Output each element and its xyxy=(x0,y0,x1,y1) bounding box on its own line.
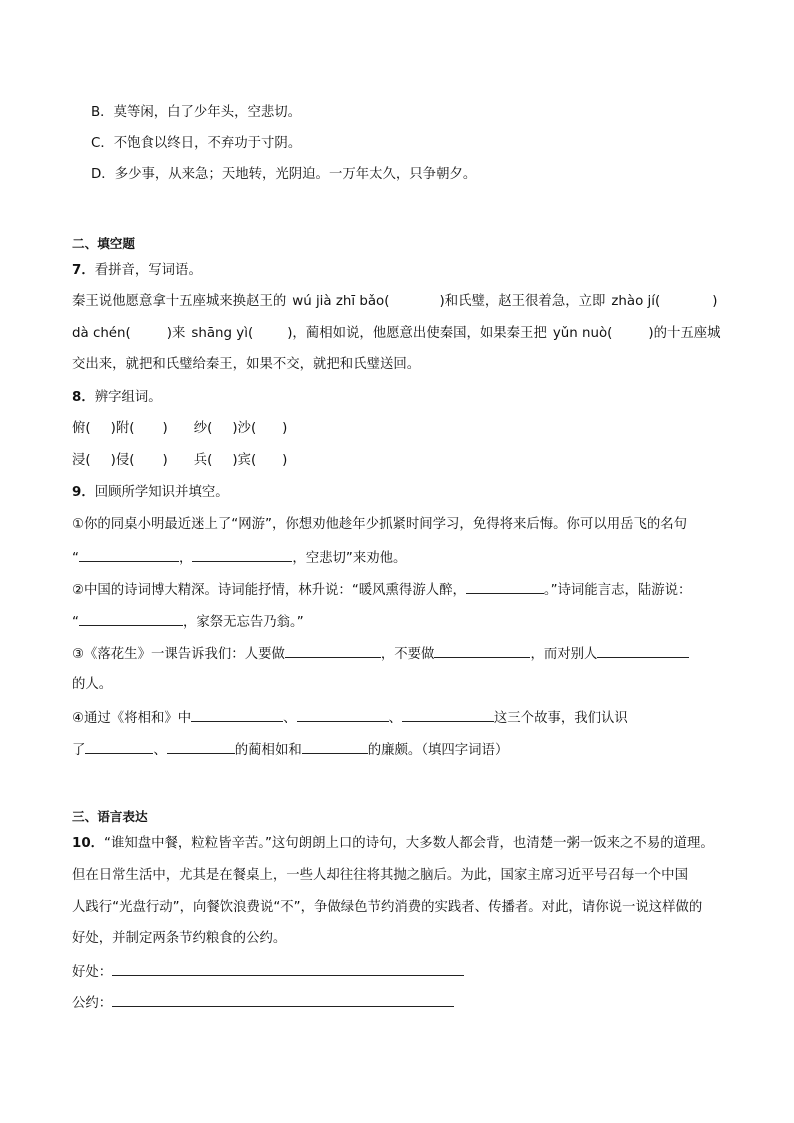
blank-story-3[interactable] xyxy=(402,708,494,722)
q9-item-2-line-2 xyxy=(72,612,304,632)
q8-r2-e: )宾( xyxy=(232,453,257,468)
q8-text: 辨字组词。 xyxy=(94,390,162,405)
q9-i1-end: ，空悲切”来劝他。 xyxy=(292,551,407,566)
option-c: C．不饱食以终日，不弃功于寸阴。 xyxy=(91,136,302,151)
q9-i4-g: 的蔺相如和 xyxy=(234,743,302,758)
benefit-answer-line[interactable] xyxy=(112,962,464,976)
q7-text-2b: )，蔺相如说，他愿意出使秦国，如果秦王把 xyxy=(287,326,547,341)
blank-story-1[interactable] xyxy=(191,708,283,722)
blank-yuefei-1[interactable] xyxy=(79,548,179,562)
blank-trait-2[interactable] xyxy=(167,740,235,754)
q9-item-3-line-2: 的人。 xyxy=(72,677,113,692)
q9-text: 回顾所学知识并填空。 xyxy=(94,485,229,500)
q7-text-1b: )和氏璧，赵王很着急，立即 xyxy=(439,294,606,309)
q8-r1-b: )附( xyxy=(110,421,135,436)
q7-line-1 xyxy=(72,293,717,311)
q9-i2-b: 。”诗词能言志，陆游说： xyxy=(543,583,692,598)
q9-i2-end: ，家祭无忘告乃翁。” xyxy=(182,615,304,630)
q9-i4-b: 、 xyxy=(283,711,297,726)
q8-r2-f: ) xyxy=(282,453,288,468)
blank-story-2[interactable] xyxy=(297,708,389,722)
q9-i3-b: ，不要做 xyxy=(380,647,435,662)
q8-row-1 xyxy=(72,420,287,438)
q9-i4-a: ④通过《将相和》中 xyxy=(72,711,192,726)
q10-pact-row xyxy=(72,993,454,1013)
q9-i4-f: 、 xyxy=(153,743,167,758)
q9-i2-quote: “ xyxy=(72,615,79,630)
q9-i1-comma: ， xyxy=(178,551,193,566)
pinyin-wujiazhibao: wú jià zhī bǎo( xyxy=(292,294,390,309)
q8-r1-d: 纱( xyxy=(193,421,213,436)
blank-yuefei-2[interactable] xyxy=(192,548,292,562)
section-2-title: 二、填空题 xyxy=(72,236,135,251)
q9-i4-d: 这三个故事，我们认识 xyxy=(493,711,628,726)
q8-r2-b: )侵( xyxy=(110,453,135,468)
q10-line-1 xyxy=(72,835,714,853)
q8-r2-a: 浸( xyxy=(72,453,91,468)
pact-label: 公约： xyxy=(72,996,113,1011)
q7-text-2a: )来 xyxy=(166,326,186,341)
q8-r1-f: ) xyxy=(282,421,288,436)
blank-trait-3[interactable] xyxy=(302,740,368,754)
q9-item-3-line-1 xyxy=(72,644,689,664)
section-3-title: 三、语言表达 xyxy=(72,809,148,824)
q9-item-4-line-1 xyxy=(72,708,628,728)
blank-trait-1[interactable] xyxy=(85,740,153,754)
q9-number: 9． xyxy=(72,485,95,500)
q8-r1-a: 俯( xyxy=(72,421,91,436)
q7-text-2c: )的十五座城 xyxy=(648,326,721,341)
option-b: B．莫等闲，白了少年头，空悲切。 xyxy=(91,105,302,120)
pact-answer-line[interactable] xyxy=(112,993,454,1007)
pinyin-shangyi: shāng yì( xyxy=(191,326,254,341)
q9-i1-quote: “ xyxy=(72,551,79,566)
pinyin-dachen: dà chén( xyxy=(72,326,131,341)
q9-item-1-line-1: ①你的同桌小明最近迷上了“网游”，你想劝他趁年少抓紧时间学习，免得将来后悔。你可以用岳飞的名句 xyxy=(72,517,688,532)
q9-i3-a: ③《落花生》一课告诉我们：人要做 xyxy=(72,647,285,662)
blank-linsheng[interactable] xyxy=(466,580,544,594)
blank-luohuasheng-3[interactable] xyxy=(597,644,689,658)
q9-i4-c: 、 xyxy=(388,711,402,726)
q9-stem xyxy=(72,484,229,502)
q8-stem xyxy=(72,389,162,407)
q8-row-2 xyxy=(72,452,287,470)
q8-r1-e: )沙( xyxy=(232,421,257,436)
q7-text-1c: ) xyxy=(712,294,718,309)
option-d: D．多少事，从来急；天地转，光阴迫。一万年太久，只争朝夕。 xyxy=(91,167,477,182)
q10-line-3: 人践行“光盘行动”，向餐饮浪费说“不”，争做绿色节约消费的实践者、传播者。对此，请你说一说这样做的 xyxy=(72,900,703,915)
q8-r2-d: 兵( xyxy=(193,453,213,468)
q8-r1-c: ) xyxy=(162,421,168,436)
q10-line-4: 好处，并制定两条节约粮食的公约。 xyxy=(72,931,287,946)
q9-i4-e: 了 xyxy=(72,743,86,758)
q7-text-1a: 秦王说他愿意拿十五座城来换赵王的 xyxy=(72,294,287,309)
q7-stem xyxy=(72,262,202,280)
q10-benefit-row xyxy=(72,962,464,982)
q7-number: 7． xyxy=(72,263,95,278)
q10-number: 10． xyxy=(72,836,105,851)
blank-luyou[interactable] xyxy=(79,612,183,626)
q9-item-1-line-2 xyxy=(72,548,406,568)
q10-line-2: 但在日常生活中，尤其是在餐桌上，一些人却往往将其抛之脑后。为此，国家主席习近平号召每一个中国 xyxy=(72,868,688,883)
q9-i2-a: ②中国的诗词博大精深。诗词能抒情，林升说：“暖风熏得游人醉， xyxy=(72,583,466,598)
blank-luohuasheng-1[interactable] xyxy=(285,644,381,658)
pinyin-zhaoji: zhào jí( xyxy=(611,294,661,309)
q10-text-1: “谁知盘中餐，粒粒皆辛苦。”这句朗朗上口的诗句，大多数人都会背，也清楚一粥一饭来之不易的道理。 xyxy=(104,836,714,851)
q7-text: 看拼音，写词语。 xyxy=(94,263,202,278)
q8-number: 8． xyxy=(72,390,95,405)
pinyin-yunnuo: yǔn nuò( xyxy=(552,326,613,341)
q9-i3-c: ，而对别人 xyxy=(530,647,598,662)
benefit-label: 好处： xyxy=(72,965,113,980)
q7-line-2 xyxy=(72,325,721,343)
q9-i4-h: 的廉颇。（填四字词语） xyxy=(367,743,509,758)
q9-item-4-line-2 xyxy=(72,740,508,760)
q9-item-2-line-1 xyxy=(72,580,691,600)
q8-r2-c: ) xyxy=(162,453,168,468)
blank-luohuasheng-2[interactable] xyxy=(434,644,530,658)
q7-line-3: 交出来，就把和氏璧给秦王，如果不交，就把和氏璧送回。 xyxy=(72,357,421,372)
